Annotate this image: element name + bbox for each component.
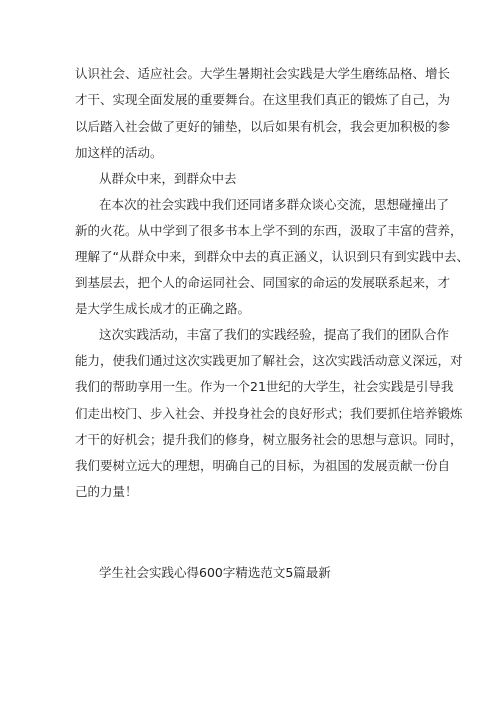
- section-heading: 从群众中来，到群众中去: [99, 171, 237, 186]
- paragraph-1-line-2: 才干、实现全面发展的重要舞台。在这里我们真正的锻炼了自己，为: [75, 92, 451, 107]
- paragraph-3-line-6: 我们要树立远大的理想，明确自己的目标，为祖国的发展贡献一份自: [75, 458, 451, 473]
- paragraph-3-line-3: 我们的帮助享用一生。作为一个21世纪的大学生，社会实践是引导我: [75, 379, 454, 394]
- paragraph-3-line-1: 这次实践活动，丰富了我们的实践经验，提高了我们的团队合作: [99, 327, 450, 342]
- paragraph-1-line-4: 加这样的活动。: [75, 145, 163, 160]
- paragraph-1-line-3: 以后踏入社会做了更好的铺垫，以后如果有机会，我会更加积极的参: [75, 119, 451, 134]
- paragraph-2-line-1: 在本次的社会实践中我们还同诸多群众谈心交流，思想碰撞出了: [99, 197, 450, 212]
- paragraph-3-line-4: 们走出校门、步入社会、并投身社会的良好形式；我们要抓住培养锻炼: [75, 406, 463, 421]
- paragraph-2-line-4: 到基层去，把个人的命运同社会、同国家的命运的发展联系起来，才: [75, 275, 451, 290]
- article-title: 学生社会实践心得600字精选范文5篇最新: [99, 565, 331, 580]
- paragraph-2-line-3: 理解了“从群众中来，到群众中去的真正涵义，认识到只有到实践中去、: [75, 249, 469, 264]
- paragraph-3-line-2: 能力，使我们通过这次实践更加了解社会，这次实践活动意义深远，对: [75, 353, 463, 368]
- paragraph-3-line-7: 己的力量！: [75, 484, 138, 499]
- paragraph-2-line-2: 新的火花。从中学到了很多书本上学不到的东西，汲取了丰富的营养，: [75, 223, 463, 238]
- paragraph-3-line-5: 才干的好机会；提升我们的修身，树立服务社会的思想与意识。同时，: [75, 432, 463, 447]
- paragraph-1-line-1: 认识社会、适应社会。大学生暑期社会实践是大学生磨练品格、增长: [75, 66, 451, 81]
- paragraph-2-line-5: 是大学生成长成才的正确之路。: [75, 301, 251, 316]
